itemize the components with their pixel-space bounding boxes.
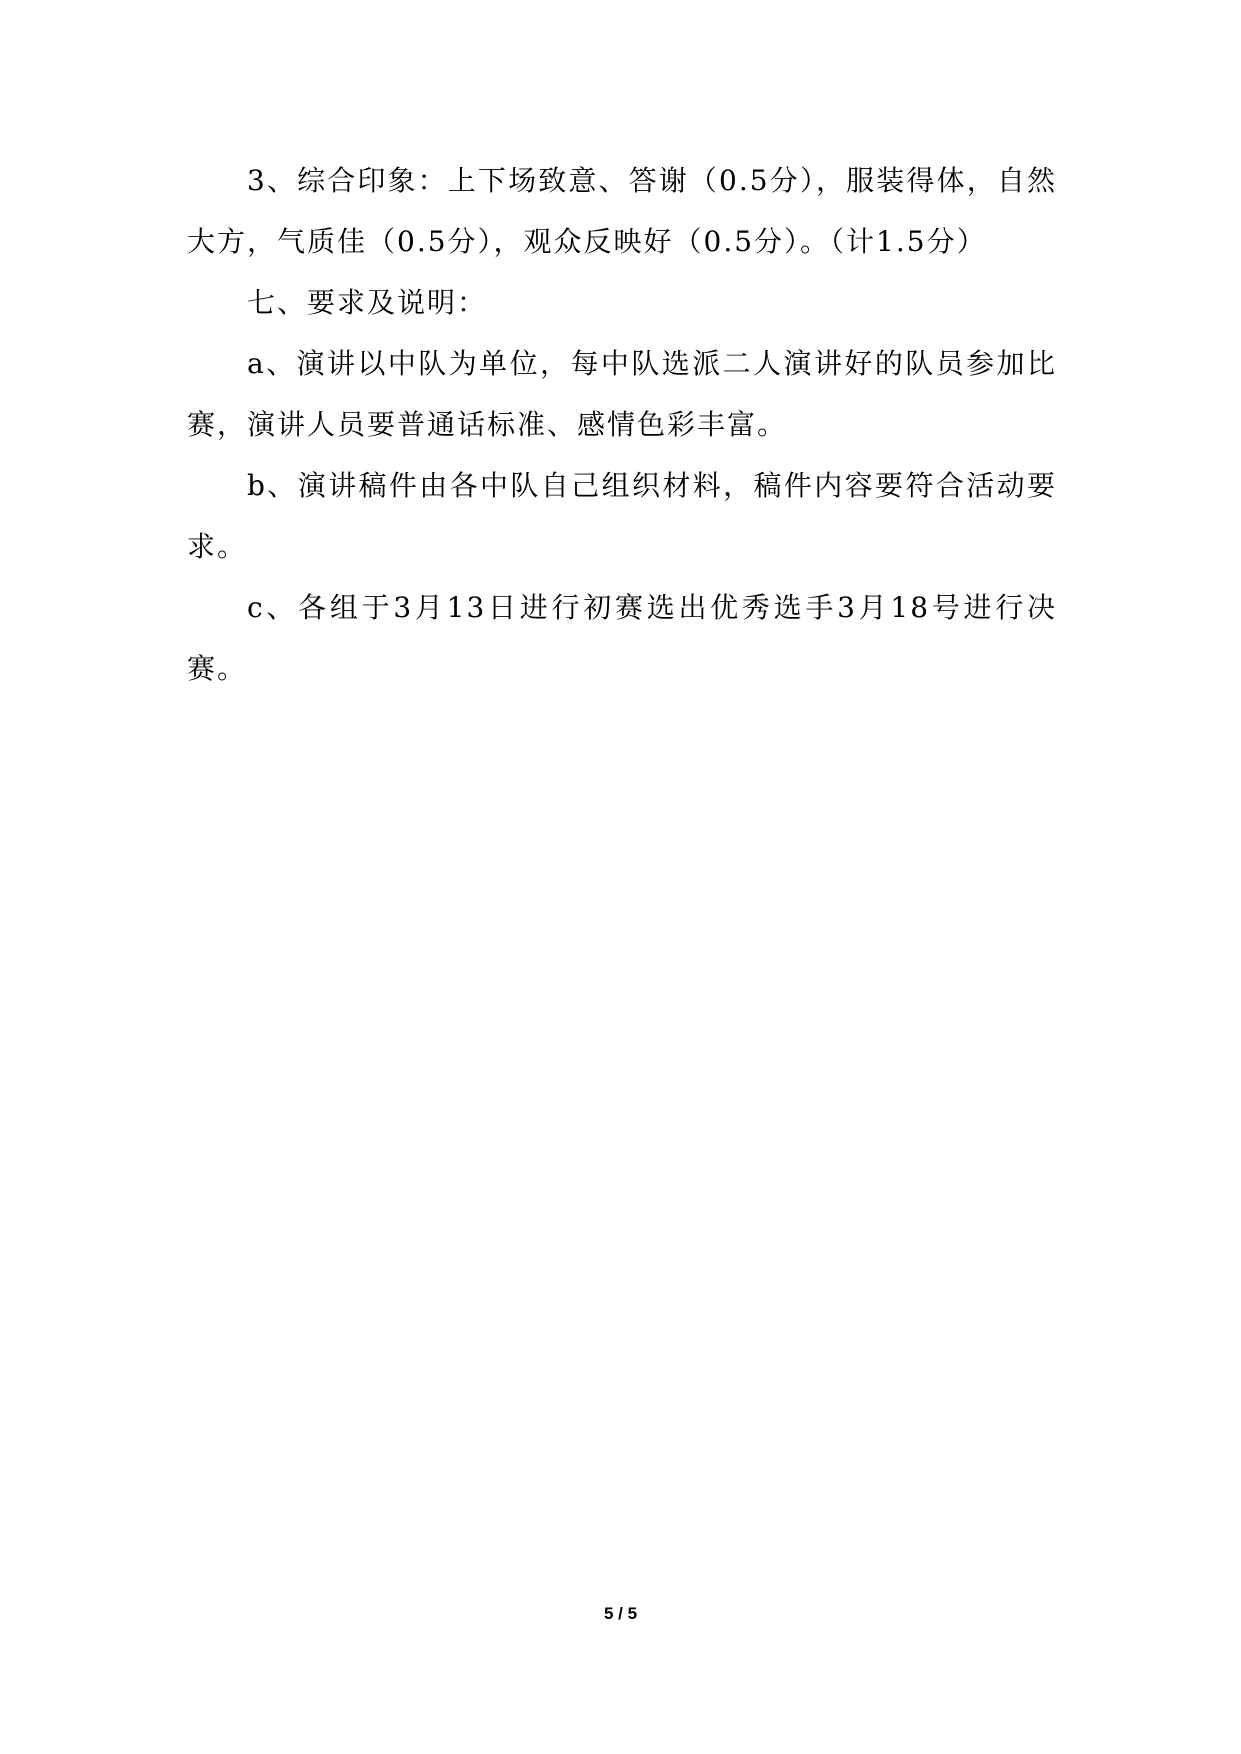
paragraph-requirement-b: b、演讲稿件由各中队自己组织材料，稿件内容要符合活动要求。 — [187, 469, 1057, 563]
document-body — [187, 150, 1057, 699]
paragraph-overall-impression: 3、综合印象：上下场致意、答谢（0.5分），服装得体，自然大方，气质佳（0.5分），观众反映好（0.5分）。（计1.5分） — [187, 164, 1057, 258]
paragraph-requirement-a: a、演讲以中队为单位，每中队选派二人演讲好的队员参加比赛，演讲人员要普通话标准、感情色彩丰富。 — [187, 347, 1057, 441]
paragraph-requirement-c: c、各组于3月13日进行初赛选出优秀选手3月18号进行决赛。 — [187, 591, 1057, 685]
section-heading-requirements: 七、要求及说明： — [247, 286, 488, 319]
page-number: 5 / 5 — [603, 1604, 638, 1623]
